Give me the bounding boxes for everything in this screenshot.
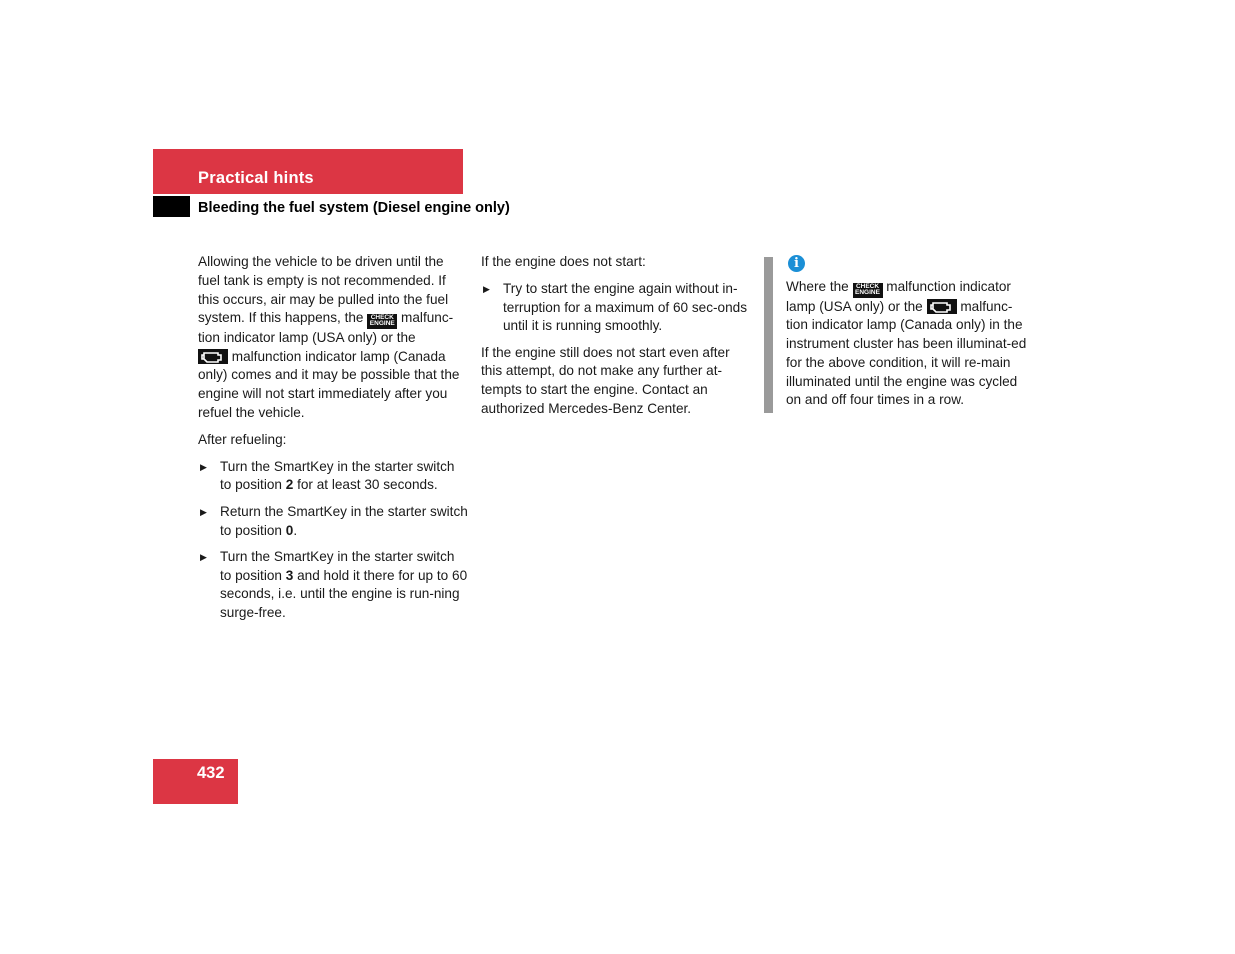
engine-malfunction-icon — [927, 299, 957, 314]
not-start-label: If the engine does not start: — [481, 254, 646, 269]
check-engine-icon: CHECK ENGINE — [853, 283, 883, 298]
section-title: Practical hints — [198, 169, 314, 187]
step-item: ▶ Try to start the engine again without in-terruption for a maximum of 60 sec-onds until it is running smoothly. — [483, 280, 748, 334]
intro-text-a: Allowing the vehicle to be driven until the fuel tank is empty is not recommended. If this occurs, air may be pulled into the fuel system. If this happens, the — [198, 254, 449, 326]
step-arrow-icon: ▶ — [483, 283, 490, 294]
page-number-box — [153, 759, 238, 804]
step-item: ▶ Return the SmartKey in the starter switch to position 0. — [200, 503, 468, 538]
intro-paragraph — [198, 253, 468, 423]
column-info — [786, 253, 1031, 418]
info-icon: i — [788, 255, 805, 272]
intro-text-c: malfunction indicator lamp (Canada only) comes and it may be possible that the engine will not start immediately after you refuel the vehicle. — [198, 348, 460, 421]
step-item: ▶ Turn the SmartKey in the starter switch to position 3 and hold it there for up to 60 seconds, i.e. until the engine is run-ning surge-free. — [200, 548, 468, 621]
check-engine-icon: CHECK ENGINE — [367, 314, 397, 329]
info-sidebar-bar — [764, 257, 773, 413]
column-left — [198, 253, 468, 631]
info-paragraph: Where the CHECK ENGINE malfunction indicator lamp (USA only) or the malfunc-tion indicator lamp (Canada only) in the instrument cluster has been illuminat-ed for the above condition, it will re-main illuminated until the engine was cycled on and off four times in a row. — [786, 279, 1027, 408]
column-middle — [481, 253, 751, 427]
page-title: Bleeding the fuel system (Diesel engine only) — [198, 200, 510, 216]
step-arrow-icon: ▶ — [200, 551, 207, 562]
still-not-start-paragraph: If the engine still does not start even after this attempt, do not make any further at-tempts to start the engine. Contact an authorized Mercedes-Benz Center. — [481, 344, 730, 417]
step-item: ▶ Turn the SmartKey in the starter switch to position 2 for at least 30 seconds. — [200, 458, 455, 493]
engine-malfunction-icon — [198, 349, 228, 364]
intro-text-b: malfunc-tion indicator lamp (USA only) or the — [198, 310, 454, 345]
subsection-marker — [153, 196, 190, 217]
page-number: 432 — [197, 764, 225, 782]
step-arrow-icon: ▶ — [200, 506, 207, 517]
step-arrow-icon: ▶ — [200, 461, 207, 472]
after-refueling-label: After refueling: — [198, 431, 287, 447]
